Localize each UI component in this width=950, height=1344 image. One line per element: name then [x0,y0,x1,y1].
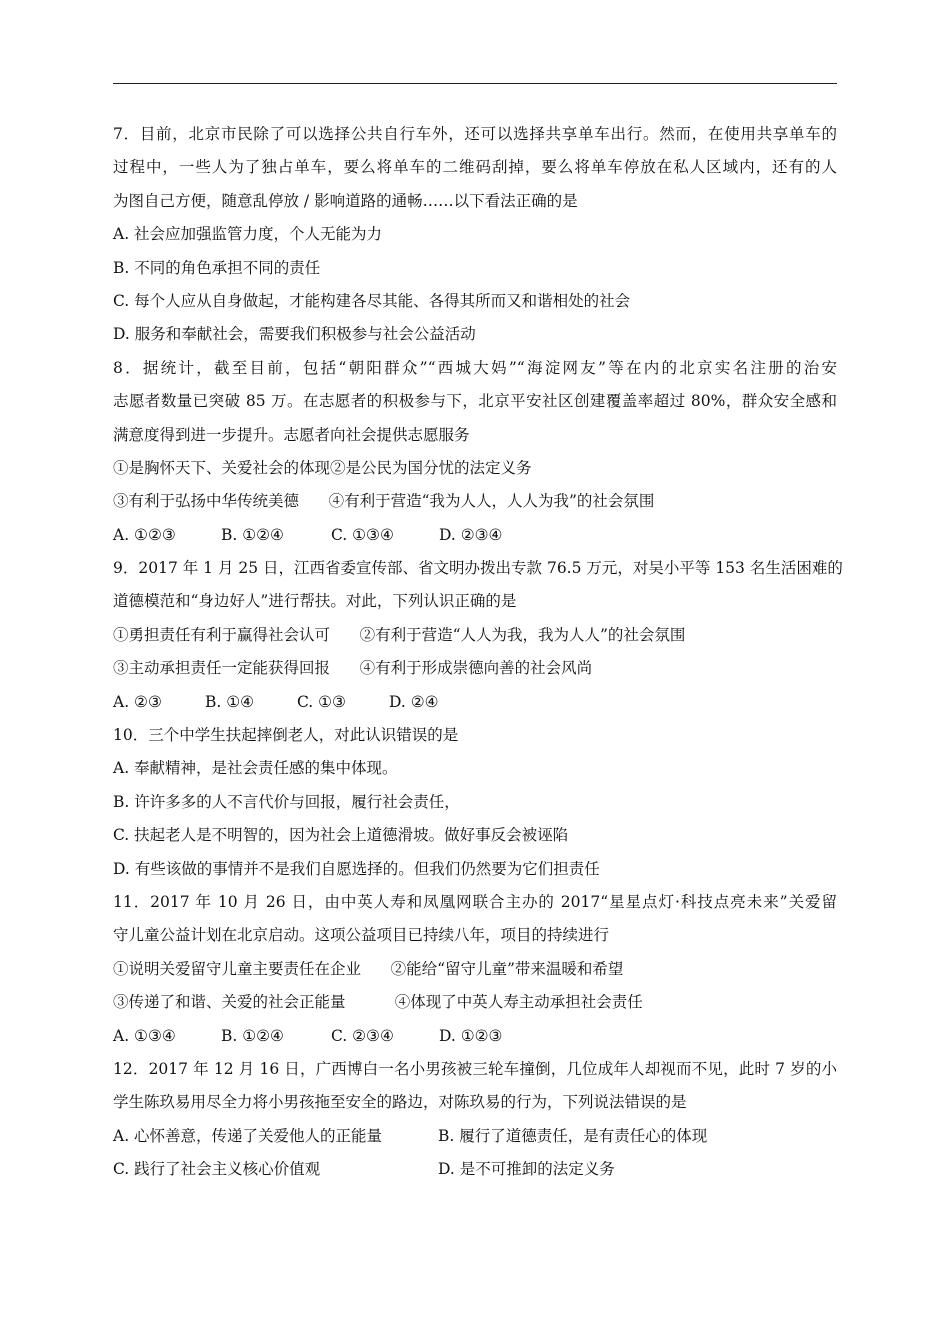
question-stem-line: 志愿者数量已突破 85 万。在志愿者的积极参与下，北京平安社区创建覆盖率超过 80%，群众安全感和 [113,392,837,411]
statement-line: ①勇担责任有利于赢得社会认可 ②有利于营造“人人为我，我为人人”的社会氛围 [113,625,686,644]
option-d: D. 是不可推卸的法定义务 [438,1160,615,1179]
question-8 [113,352,837,552]
option-a: A. 奉献精神，是社会责任感的集中体现。 [113,759,398,778]
choice-a: A. ①③④ [113,1026,176,1045]
choice-c: C. ①③④ [331,525,394,544]
option-a: A. 心怀善意，传递了关爱他人的正能量 [113,1126,383,1145]
question-stem-line: 7．目前，北京市民除了可以选择公共自行车外，还可以选择共享单车出行。然而，在使用共享单车的 [113,125,837,143]
option-b: B. 履行了道德责任，是有责任心的体现 [438,1126,708,1145]
question-stem-line: 过程中，一些人为了独占单车，要么将单车的二维码刮掉，要么将单车停放在私人区域内，还有的人 [113,158,837,177]
choice-b: B. ①②④ [221,525,284,544]
option-c: C. 践行了社会主义核心价值观 [113,1160,321,1179]
option-b: B. 不同的角色承担不同的责任 [113,258,321,277]
question-stem-line: 8．据统计，截至目前，包括“朝阳群众”“西城大妈”“海淀网友”等在内的北京实名注册的治安 [113,358,837,377]
statement-line: ①是胸怀天下、关爱社会的体现②是公民为国分忧的法定义务 [113,458,532,477]
option-d: D. 服务和奉献社会，需要我们积极参与社会公益活动 [113,325,476,344]
question-10 [113,719,837,886]
question-11 [113,886,837,1053]
option-a: A. 社会应加强监管力度，个人无能为力 [113,225,383,244]
question-stem-line: 守儿童公益计划在北京启动。这项公益项目已持续八年，项目的持续进行 [113,926,610,945]
statement-line: ①说明关爱留守儿童主要责任在企业 ②能给“留守儿童”带来温暖和希望 [113,959,624,978]
choice-a: A. ①②③ [113,525,176,544]
question-7 [113,118,837,352]
option-c: C. 扶起老人是不明智的，因为社会上道德滑坡。做好事反会被诬陷 [113,826,569,845]
question-stem-line: 12．2017 年 12 月 16 日，广西博白一名小男孩被三轮车撞倒，几位成年人却视而不见，此时 7 岁的小 [113,1059,837,1078]
choice-b: B. ①④ [205,692,255,711]
question-stem-line: 9．2017 年 1 月 25 日，江西省委宣传部、省文明办拨出专款 76.5 万元，对吴小平等 153 名生活困难的 [113,559,843,578]
choice-c: C. ①③ [297,692,346,711]
option-c: C. 每个人应从自身做起，才能构建各尽其能、各得其所而又和谐相处的社会 [113,291,631,310]
choice-row [113,686,837,719]
choice-d: D. ②③④ [439,525,503,544]
choice-d: D. ①②③ [439,1026,503,1045]
choice-row [113,519,837,552]
statement-line: ③传递了和谐、关爱的社会正能量 ④体现了中英人寿主动承担社会责任 [113,993,643,1012]
choice-row [113,1020,837,1053]
option-d: D. 有些该做的事情并不是我们自愿选择的。但我们仍然要为它们担责任 [113,859,600,878]
choice-a: A. ②③ [113,692,162,711]
option-pair-row [113,1120,837,1153]
choice-b: B. ①②④ [221,1026,284,1045]
question-12 [113,1053,837,1187]
question-list [113,118,843,1187]
question-stem-line: 道德模范和“身边好人”进行帮扶。对此，下列认识正确的是 [113,592,517,611]
choice-c: C. ②③④ [331,1026,394,1045]
question-stem-line: 满意度得到进一步提升。志愿者向社会提供志愿服务 [113,425,470,444]
statement-line: ③有利于弘扬中华传统美德 ④有利于营造“我为人人，人人为我”的社会氛围 [113,492,655,511]
question-stem-line: 为图自己方便，随意乱停放 / 影响道路的通畅……以下看法正确的是 [113,191,578,210]
question-stem-line: 10．三个中学生扶起摔倒老人，对此认识错误的是 [113,726,459,745]
statement-line: ③主动承担责任一定能获得回报 ④有利于形成崇德向善的社会风尚 [113,659,593,678]
question-9 [113,552,843,719]
option-b: B. 许许多多的人不言代价与回报，履行社会责任， [113,792,460,811]
choice-d: D. ②④ [389,692,439,711]
header-rule [113,83,837,84]
question-stem-line: 11．2017 年 10 月 26 日，由中英人寿和凤凰网联合主办的 2017“星星点灯·科技点亮未来”关爱留 [113,892,837,911]
question-stem-line: 学生陈玖易用尽全力将小男孩拖至安全的路边，对陈玖易的行为，下列说法错误的是 [113,1093,687,1112]
option-pair-row [113,1153,837,1186]
